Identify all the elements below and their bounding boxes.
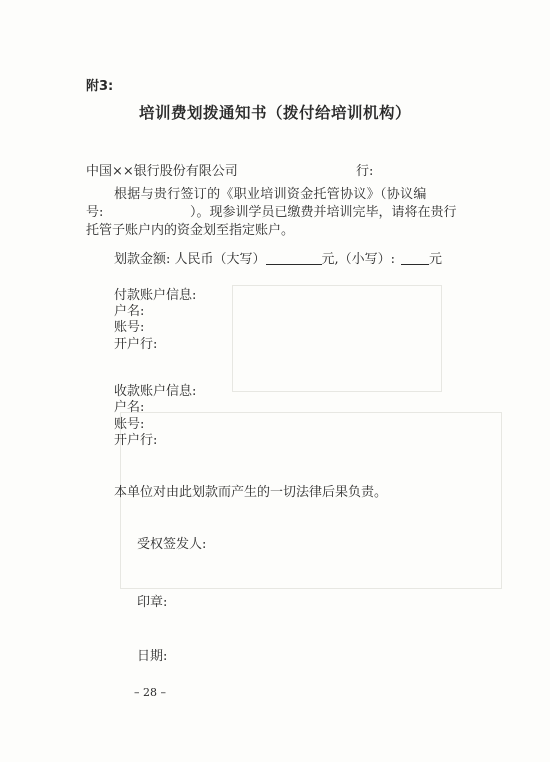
date-label: 日期: [137,649,168,664]
paragraph-line-3: 托管子账户内的资金划至指定账户。 [86,223,295,238]
paragraph-line-1: 根据与贵行签订的《职业培训资金托管协议》（协议编 [114,187,427,202]
page-number: – 28 – [134,686,166,699]
bank-line-suffix: 行: [356,164,374,179]
amount-words-blank [266,251,322,265]
liability-statement: 本单位对由此划款而产生的一切法律后果负责。 [114,485,388,500]
seal-label: 印章: [137,595,168,610]
payer-name-label: 户名: [114,304,145,319]
amount-prefix: 划款金额: 人民币（大写） [114,252,266,267]
payee-heading: 收款账户信息: [114,384,197,399]
signer-label: 受权签发人: [137,537,207,552]
paragraph-line-2-end: ）。现参训学员已缴费并培训完毕，请将在贵行 [190,205,457,220]
paragraph-line-2-start: 号: [86,205,104,220]
bleed-through-box-upper [232,285,442,392]
amount-line [114,248,442,267]
payee-account-label: 账号: [114,417,145,432]
bank-line-prefix: 中国××银行股份有限公司 [86,164,238,179]
payer-heading: 付款账户信息: [114,288,197,303]
amount-suffix: 元 [429,252,443,267]
bleed-through-box-lower [120,412,502,589]
document-title: 培训费划拨通知书（拨付给培训机构） [138,103,411,122]
payee-name-label: 户名: [114,400,145,415]
amount-mid: 元,（小写）: [321,252,396,267]
appendix-label: 附3: [86,79,114,94]
payer-account-label: 账号: [114,320,145,335]
payee-bank-label: 开户行: [114,433,158,448]
payer-bank-label: 开户行: [114,337,158,352]
amount-figures-blank [401,251,429,265]
